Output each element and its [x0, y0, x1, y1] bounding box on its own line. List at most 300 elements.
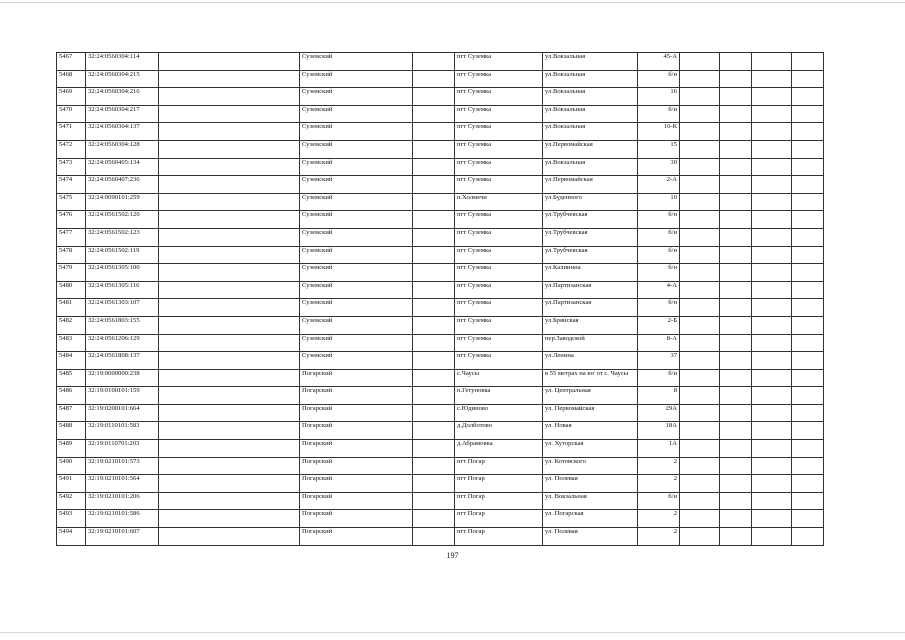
empty-cell	[792, 176, 824, 194]
empty-cell	[720, 369, 752, 387]
row-number-cell: 5473	[57, 158, 86, 176]
cadastral-number-cell: 32:24:0090101:259	[86, 193, 159, 211]
district-cell: Суземский	[300, 281, 413, 299]
empty-cell	[720, 105, 752, 123]
empty-cell	[792, 246, 824, 264]
house-number-cell: 2-Б	[638, 316, 680, 334]
row-number-cell: 5489	[57, 440, 86, 458]
empty-cell	[413, 193, 455, 211]
row-number-cell: 5480	[57, 281, 86, 299]
district-cell: Погарский	[300, 404, 413, 422]
cadastral-number-cell: 32:19:0210101:573	[86, 457, 159, 475]
house-number-cell: 37	[638, 352, 680, 370]
cadastral-number-cell: 32:19:0000000:238	[86, 369, 159, 387]
empty-cell	[792, 281, 824, 299]
district-cell: Суземский	[300, 246, 413, 264]
settlement-cell: пгт Суземка	[455, 158, 543, 176]
street-cell: ул.Вокзальная	[543, 105, 638, 123]
table-row	[57, 457, 824, 475]
empty-cell	[752, 422, 792, 440]
street-cell: ул.Первомайская	[543, 176, 638, 194]
house-number-cell: 1А	[638, 440, 680, 458]
cadastral-number-cell: 32:24:0561502:123	[86, 228, 159, 246]
cadastral-number-cell: 32:24:0560304:217	[86, 105, 159, 123]
table-row	[57, 88, 824, 106]
settlement-cell: пгт Суземка	[455, 176, 543, 194]
empty-cell	[792, 334, 824, 352]
property-registry-table	[56, 52, 824, 546]
house-number-cell: 4-А	[638, 281, 680, 299]
empty-cell	[680, 387, 720, 405]
cadastral-number-cell: 32:24:0561305:116	[86, 281, 159, 299]
registry-body	[57, 53, 824, 546]
empty-cell	[720, 334, 752, 352]
table-row	[57, 246, 824, 264]
street-cell: ул.Ленина	[543, 352, 638, 370]
district-cell: Суземский	[300, 123, 413, 141]
empty-cell	[720, 70, 752, 88]
empty-cell	[413, 528, 455, 546]
empty-cell	[159, 123, 300, 141]
settlement-cell: пгт Суземка	[455, 299, 543, 317]
empty-cell	[752, 299, 792, 317]
empty-cell	[792, 528, 824, 546]
empty-cell	[680, 334, 720, 352]
street-cell: ул.Трубчевская	[543, 246, 638, 264]
empty-cell	[752, 387, 792, 405]
table-row	[57, 528, 824, 546]
empty-cell	[752, 457, 792, 475]
table-row	[57, 123, 824, 141]
empty-cell	[680, 422, 720, 440]
district-cell: Погарский	[300, 475, 413, 493]
empty-cell	[680, 228, 720, 246]
empty-cell	[720, 88, 752, 106]
cadastral-number-cell: 32:24:0560304:114	[86, 53, 159, 71]
row-number-cell: 5478	[57, 246, 86, 264]
cadastral-number-cell: 32:19:0110101:583	[86, 422, 159, 440]
house-number-cell: 8	[638, 387, 680, 405]
table-row	[57, 475, 824, 493]
empty-cell	[680, 299, 720, 317]
house-number-cell: 16	[638, 88, 680, 106]
row-number-cell: 5487	[57, 404, 86, 422]
empty-cell	[159, 528, 300, 546]
district-cell: Суземский	[300, 352, 413, 370]
settlement-cell: пгт Суземка	[455, 88, 543, 106]
cadastral-number-cell: 32:24:0561206:129	[86, 334, 159, 352]
row-number-cell: 5468	[57, 70, 86, 88]
row-number-cell: 5477	[57, 228, 86, 246]
settlement-cell: пгт Суземка	[455, 70, 543, 88]
cadastral-number-cell: 32:24:0560304:137	[86, 123, 159, 141]
empty-cell	[720, 176, 752, 194]
cadastral-number-cell: 32:24:0560304:128	[86, 140, 159, 158]
settlement-cell: пгт Погар	[455, 492, 543, 510]
empty-cell	[792, 105, 824, 123]
house-number-cell: 2-А	[638, 176, 680, 194]
settlement-cell: пгт Суземка	[455, 140, 543, 158]
settlement-cell: п.Холмечи	[455, 193, 543, 211]
district-cell: Погарский	[300, 510, 413, 528]
empty-cell	[720, 123, 752, 141]
cadastral-number-cell: 32:24:0561502:120	[86, 211, 159, 229]
settlement-cell: пгт Суземка	[455, 246, 543, 264]
row-number-cell: 5490	[57, 457, 86, 475]
empty-cell	[792, 53, 824, 71]
street-cell: в 55 метрах на юг от с. Чаусы	[543, 369, 638, 387]
empty-cell	[413, 334, 455, 352]
district-cell: Суземский	[300, 158, 413, 176]
street-cell: ул.Трубчевская	[543, 211, 638, 229]
empty-cell	[159, 316, 300, 334]
district-cell: Суземский	[300, 176, 413, 194]
row-number-cell: 5482	[57, 316, 86, 334]
settlement-cell: пгт Суземка	[455, 334, 543, 352]
empty-cell	[792, 492, 824, 510]
settlement-cell: пгт Суземка	[455, 316, 543, 334]
empty-cell	[159, 440, 300, 458]
empty-cell	[680, 158, 720, 176]
empty-cell	[680, 140, 720, 158]
empty-cell	[159, 70, 300, 88]
house-number-cell: 2	[638, 475, 680, 493]
district-cell: Суземский	[300, 70, 413, 88]
empty-cell	[413, 510, 455, 528]
row-number-cell: 5479	[57, 264, 86, 282]
empty-cell	[680, 264, 720, 282]
empty-cell	[792, 510, 824, 528]
table-row	[57, 264, 824, 282]
empty-cell	[680, 176, 720, 194]
empty-cell	[159, 193, 300, 211]
district-cell: Суземский	[300, 264, 413, 282]
empty-cell	[159, 158, 300, 176]
empty-cell	[752, 369, 792, 387]
district-cell: Суземский	[300, 334, 413, 352]
district-cell: Погарский	[300, 492, 413, 510]
street-cell: ул.Партизанская	[543, 299, 638, 317]
empty-cell	[159, 352, 300, 370]
table-row	[57, 440, 824, 458]
empty-cell	[720, 528, 752, 546]
table-row	[57, 228, 824, 246]
empty-cell	[680, 53, 720, 71]
settlement-cell: д.Долботово	[455, 422, 543, 440]
cadastral-number-cell: 32:24:0561303:107	[86, 299, 159, 317]
empty-cell	[720, 211, 752, 229]
table-row	[57, 176, 824, 194]
empty-cell	[413, 492, 455, 510]
district-cell: Погарский	[300, 369, 413, 387]
empty-cell	[720, 475, 752, 493]
empty-cell	[792, 264, 824, 282]
empty-cell	[720, 510, 752, 528]
settlement-cell: п.Гетуновка	[455, 387, 543, 405]
table-row	[57, 352, 824, 370]
empty-cell	[680, 123, 720, 141]
row-number-cell: 5486	[57, 387, 86, 405]
empty-cell	[720, 316, 752, 334]
table-row	[57, 281, 824, 299]
table-row	[57, 140, 824, 158]
empty-cell	[792, 140, 824, 158]
row-number-cell: 5494	[57, 528, 86, 546]
district-cell: Погарский	[300, 457, 413, 475]
empty-cell	[752, 528, 792, 546]
house-number-cell: б/н	[638, 105, 680, 123]
empty-cell	[720, 352, 752, 370]
empty-cell	[413, 123, 455, 141]
cadastral-number-cell: 32:24:0561502:119	[86, 246, 159, 264]
empty-cell	[413, 299, 455, 317]
empty-cell	[159, 510, 300, 528]
table-row	[57, 422, 824, 440]
street-cell: ул. Первомайская	[543, 404, 638, 422]
empty-cell	[720, 457, 752, 475]
empty-cell	[413, 140, 455, 158]
street-cell: ул.Вокзальная	[543, 53, 638, 71]
settlement-cell: пгт Погар	[455, 510, 543, 528]
empty-cell	[413, 281, 455, 299]
empty-cell	[792, 193, 824, 211]
row-number-cell: 5467	[57, 53, 86, 71]
district-cell: Суземский	[300, 53, 413, 71]
scan-edge-bottom	[0, 632, 905, 633]
empty-cell	[159, 88, 300, 106]
row-number-cell: 5493	[57, 510, 86, 528]
empty-cell	[720, 264, 752, 282]
empty-cell	[413, 53, 455, 71]
cadastral-number-cell: 32:24:0560304:216	[86, 88, 159, 106]
empty-cell	[413, 211, 455, 229]
empty-cell	[159, 281, 300, 299]
empty-cell	[680, 281, 720, 299]
row-number-cell: 5491	[57, 475, 86, 493]
settlement-cell: пгт Суземка	[455, 352, 543, 370]
house-number-cell: б/н	[638, 211, 680, 229]
empty-cell	[413, 475, 455, 493]
empty-cell	[752, 70, 792, 88]
page-number: 197	[446, 551, 459, 560]
empty-cell	[680, 211, 720, 229]
empty-cell	[752, 492, 792, 510]
empty-cell	[752, 246, 792, 264]
house-number-cell: 15	[638, 140, 680, 158]
empty-cell	[792, 387, 824, 405]
row-number-cell: 5475	[57, 193, 86, 211]
table-row	[57, 334, 824, 352]
empty-cell	[752, 53, 792, 71]
row-number-cell: 5492	[57, 492, 86, 510]
empty-cell	[159, 457, 300, 475]
district-cell: Погарский	[300, 387, 413, 405]
row-number-cell: 5484	[57, 352, 86, 370]
empty-cell	[159, 246, 300, 264]
scan-edge-top	[0, 2, 905, 3]
district-cell: Погарский	[300, 422, 413, 440]
empty-cell	[752, 510, 792, 528]
cadastral-number-cell: 32:19:0200101:664	[86, 404, 159, 422]
empty-cell	[680, 510, 720, 528]
empty-cell	[720, 193, 752, 211]
empty-cell	[680, 369, 720, 387]
house-number-cell: б/н	[638, 70, 680, 88]
empty-cell	[720, 246, 752, 264]
empty-cell	[752, 334, 792, 352]
empty-cell	[413, 158, 455, 176]
cadastral-number-cell: 32:24:0560407:236	[86, 176, 159, 194]
empty-cell	[413, 264, 455, 282]
empty-cell	[159, 105, 300, 123]
table-row	[57, 387, 824, 405]
row-number-cell: 5481	[57, 299, 86, 317]
table-row	[57, 70, 824, 88]
cadastral-number-cell: 32:19:0210101:607	[86, 528, 159, 546]
district-cell: Суземский	[300, 228, 413, 246]
house-number-cell: б/н	[638, 228, 680, 246]
empty-cell	[159, 422, 300, 440]
empty-cell	[159, 475, 300, 493]
cadastral-number-cell: 32:24:0561808:137	[86, 352, 159, 370]
empty-cell	[752, 88, 792, 106]
empty-cell	[413, 88, 455, 106]
settlement-cell: пгт Суземка	[455, 281, 543, 299]
empty-cell	[720, 404, 752, 422]
row-number-cell: 5476	[57, 211, 86, 229]
empty-cell	[752, 404, 792, 422]
cadastral-number-cell: 32:19:0210101:586	[86, 510, 159, 528]
street-cell: ул.Вокзальная	[543, 70, 638, 88]
street-cell: ул. Полевая	[543, 475, 638, 493]
house-number-cell: 16-К	[638, 123, 680, 141]
street-cell: ул. Котовского	[543, 457, 638, 475]
cadastral-number-cell: 32:24:0560405:134	[86, 158, 159, 176]
empty-cell	[680, 528, 720, 546]
empty-cell	[752, 140, 792, 158]
house-number-cell: б/н	[638, 246, 680, 264]
empty-cell	[680, 404, 720, 422]
empty-cell	[413, 352, 455, 370]
table-row	[57, 369, 824, 387]
settlement-cell: пгт Суземка	[455, 211, 543, 229]
table-row	[57, 105, 824, 123]
empty-cell	[752, 316, 792, 334]
empty-cell	[680, 492, 720, 510]
empty-cell	[159, 334, 300, 352]
empty-cell	[159, 404, 300, 422]
street-cell: ул.Брянская	[543, 316, 638, 334]
settlement-cell: пгт Суземка	[455, 53, 543, 71]
table-row	[57, 211, 824, 229]
district-cell: Погарский	[300, 528, 413, 546]
empty-cell	[413, 105, 455, 123]
house-number-cell: 2	[638, 457, 680, 475]
empty-cell	[720, 140, 752, 158]
empty-cell	[792, 316, 824, 334]
empty-cell	[680, 475, 720, 493]
empty-cell	[413, 440, 455, 458]
house-number-cell: б/н	[638, 299, 680, 317]
empty-cell	[680, 105, 720, 123]
empty-cell	[720, 228, 752, 246]
empty-cell	[792, 123, 824, 141]
empty-cell	[159, 369, 300, 387]
empty-cell	[792, 158, 824, 176]
empty-cell	[792, 211, 824, 229]
table-row	[57, 158, 824, 176]
empty-cell	[792, 299, 824, 317]
empty-cell	[159, 264, 300, 282]
row-number-cell: 5485	[57, 369, 86, 387]
empty-cell	[792, 457, 824, 475]
settlement-cell: пгт Суземка	[455, 264, 543, 282]
table-row	[57, 492, 824, 510]
settlement-cell: пгт Суземка	[455, 105, 543, 123]
street-cell: ул.Партизанская	[543, 281, 638, 299]
empty-cell	[413, 404, 455, 422]
street-cell: ул.Вокзальная	[543, 88, 638, 106]
house-number-cell: б/н	[638, 264, 680, 282]
empty-cell	[752, 193, 792, 211]
empty-cell	[792, 70, 824, 88]
house-number-cell: 2	[638, 510, 680, 528]
empty-cell	[680, 352, 720, 370]
empty-cell	[159, 140, 300, 158]
empty-cell	[680, 440, 720, 458]
house-number-cell: б/н	[638, 369, 680, 387]
street-cell: ул.Трубчевская	[543, 228, 638, 246]
empty-cell	[159, 299, 300, 317]
district-cell: Суземский	[300, 316, 413, 334]
house-number-cell: 45-А	[638, 53, 680, 71]
empty-cell	[752, 105, 792, 123]
street-cell: ул. Новая	[543, 422, 638, 440]
empty-cell	[413, 387, 455, 405]
empty-cell	[752, 475, 792, 493]
house-number-cell: 10	[638, 193, 680, 211]
empty-cell	[720, 158, 752, 176]
row-number-cell: 5471	[57, 123, 86, 141]
empty-cell	[680, 316, 720, 334]
district-cell: Суземский	[300, 140, 413, 158]
table-row	[57, 299, 824, 317]
table-row	[57, 53, 824, 71]
empty-cell	[792, 404, 824, 422]
empty-cell	[752, 228, 792, 246]
settlement-cell: с.Чаусы	[455, 369, 543, 387]
cadastral-number-cell: 32:19:0110701:203	[86, 440, 159, 458]
empty-cell	[752, 123, 792, 141]
street-cell: ул. Хуторская	[543, 440, 638, 458]
street-cell: ул. Вокзальная	[543, 492, 638, 510]
empty-cell	[413, 369, 455, 387]
house-number-cell: б/н	[638, 492, 680, 510]
empty-cell	[792, 228, 824, 246]
house-number-cell: 30	[638, 158, 680, 176]
empty-cell	[680, 457, 720, 475]
street-cell: ул.Калинина	[543, 264, 638, 282]
empty-cell	[720, 387, 752, 405]
district-cell: Суземский	[300, 211, 413, 229]
empty-cell	[792, 369, 824, 387]
empty-cell	[413, 228, 455, 246]
street-cell: ул.Вокзальная	[543, 158, 638, 176]
empty-cell	[159, 387, 300, 405]
cadastral-number-cell: 32:24:0560304:215	[86, 70, 159, 88]
district-cell: Суземский	[300, 299, 413, 317]
row-number-cell: 5469	[57, 88, 86, 106]
